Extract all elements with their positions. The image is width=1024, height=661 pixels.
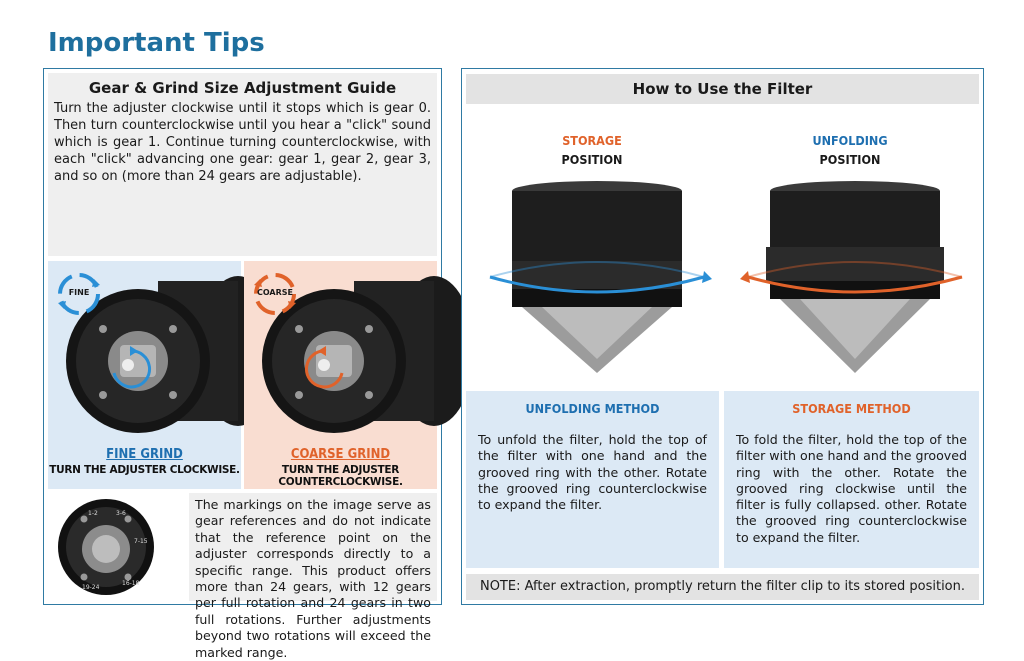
unfolding-method-text: To unfold the filter, hold the top of the filter with one hand and the grooved ring with the other. Rotate the grooved ring counterclockwise to expand the filter. <box>478 432 707 513</box>
filter-panel <box>461 68 984 605</box>
grind-guide-panel <box>43 68 442 660</box>
dial-closeup-image <box>48 493 186 601</box>
note-bar: NOTE: After extraction, promptly return the filter clip to its stored position. <box>466 574 979 600</box>
guide-title: Gear & Grind Size Adjustment Guide <box>88 79 397 97</box>
guide-text: Turn the adjuster clockwise until it stops which is gear 0. Then turn counterclockwise until you hear a "click" sound which is gear 1. Continue turning counterclockwise, with each "click" advancing one gear: gear 1, gear 2, gear 3, and so on (more than 24 gears are adjustable). <box>54 101 431 184</box>
page-title: Important Tips <box>48 28 265 58</box>
fine-grind-card <box>48 261 241 489</box>
storage-label-line2: POSITION <box>561 152 623 167</box>
dial-mark-b: 3-6 <box>116 510 126 517</box>
storage-position-label <box>522 131 662 169</box>
unfolding-method-title: UNFOLDING METHOD <box>525 401 660 416</box>
storage-method-box <box>724 391 979 568</box>
guide-box <box>48 73 437 256</box>
dial-mark-e: 19-24 <box>82 584 100 591</box>
unfolding-filter-image <box>740 177 970 377</box>
storage-method-title: STORAGE METHOD <box>792 401 911 416</box>
fine-grind-label: FINE GRIND <box>106 447 183 462</box>
storage-label-line1: STORAGE <box>562 133 622 148</box>
fine-grind-sub: TURN THE ADJUSTER CLOCKWISE. <box>49 464 240 476</box>
coarse-grind-sub: TURN THE ADJUSTER COUNTERCLOCKWISE. <box>278 464 403 488</box>
unfold-label-line1: UNFOLDING <box>812 133 888 148</box>
coarse-grind-card <box>244 261 437 489</box>
filter-title: How to Use the Filter <box>466 74 979 104</box>
storage-method-text: To fold the filter, hold the top of the filter with one hand and the grooved ring with the other. Rotate the grooved ring clockwise until the filter is fully collapsed. other. Rotate the grooved ring counterclockwise to expand the filter. <box>736 432 968 545</box>
notes-box: The markings on the image serve as gear references and do not indicate that the reference point on the adjuster corresponds directly to a specific range. This product offers more than 24 gears, with 12 gears per full rotation and 24 gears in two full rotations. Further adjustments beyond two rotations will exceed the marked range. <box>189 493 437 601</box>
coarse-arrows-icon <box>252 271 298 317</box>
storage-filter-image <box>482 177 712 377</box>
dial-mark-d: 16-18 <box>122 580 140 587</box>
unfold-label-line2: POSITION <box>819 152 881 167</box>
unfold-position-label <box>780 131 920 169</box>
fine-tag: FINE <box>68 288 90 297</box>
coarse-grind-label: COARSE GRIND <box>290 447 391 462</box>
unfolding-method-box <box>466 391 719 568</box>
fine-arrows-icon <box>56 271 102 317</box>
dial-mark-c: 7-15 <box>134 538 148 545</box>
dial-mark-a: 1-2 <box>88 510 98 517</box>
coarse-tag: COARSE <box>256 288 294 297</box>
